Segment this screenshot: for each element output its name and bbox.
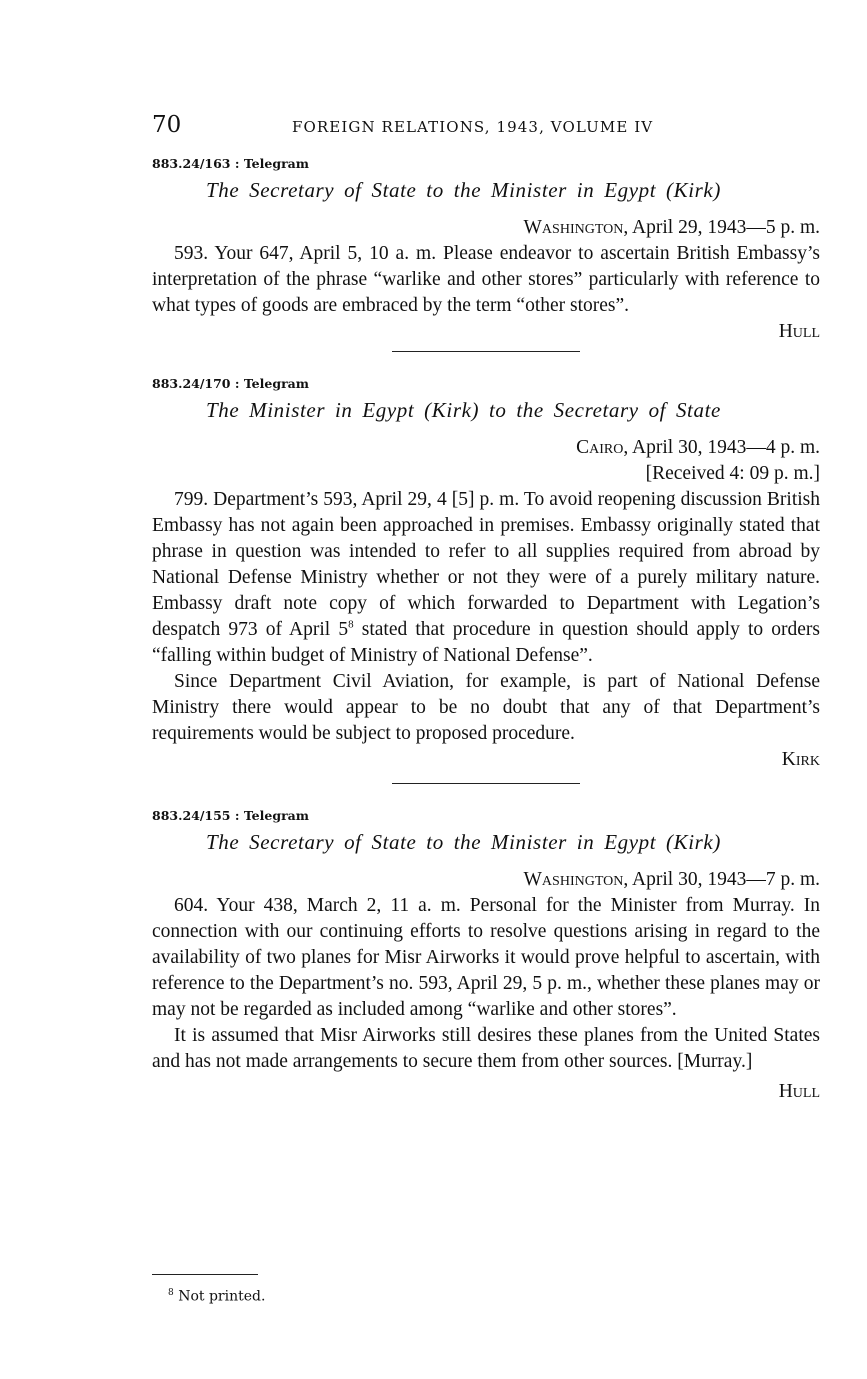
document-title: The Minister in Egypt (Kirk) to the Secretary of State: [206, 398, 721, 422]
document-entry: [152, 376, 820, 773]
dateline-date: , April 29, 1943—5 p. m.: [623, 217, 820, 238]
footnote-marker: 8: [348, 618, 354, 631]
dateline: [152, 435, 820, 461]
running-title: FOREIGN RELATIONS, 1943, VOLUME IV: [292, 118, 654, 136]
footnote-text: Not printed.: [178, 1288, 266, 1305]
file-reference: 883.24/170 : Telegram: [152, 376, 309, 391]
dateline-place: Washington: [523, 869, 624, 890]
signature: Hull: [778, 321, 820, 342]
footnote: [168, 1288, 265, 1305]
signature: Hull: [778, 1081, 820, 1102]
body-paragraph: Since Department Civil Aviation, for example, is part of National Defense Ministry there would appear to be no doubt that any of that Department’s requirements would be subject to proposed procedure.: [152, 671, 820, 744]
footnote-divider: [152, 1274, 258, 1275]
body-paragraph: [152, 487, 820, 669]
dateline-date: , April 30, 1943—4 p. m.: [623, 437, 820, 458]
section-divider: [392, 351, 580, 352]
document-title: The Secretary of State to the Minister in Egypt (Kirk): [206, 830, 721, 854]
received-note: [Received 4: 09 p. m.]: [645, 463, 820, 484]
dateline-date: , April 30, 1943—7 p. m.: [623, 869, 820, 890]
running-head: [152, 112, 820, 142]
dateline: [152, 867, 820, 893]
document-page: [152, 112, 820, 1105]
footnote-number: 8: [168, 1288, 174, 1298]
body-paragraph: 604. Your 438, March 2, 11 a. m. Personal for the Minister from Murray. In connection with our continuing efforts to resolve questions arising in regard to the availability of two planes for Misr Airworks it would prove helpful to ascertain, with reference to the Department’s no. 593, April 29, 5 p. m., whether these planes may or may not be regarded as included among “warlike and other stores”.: [152, 895, 820, 1020]
dateline-place: Washington: [523, 217, 624, 238]
dateline: [152, 215, 820, 241]
signature: Kirk: [781, 749, 820, 770]
body-paragraph: 593. Your 647, April 5, 10 a. m. Please endeavor to ascertain British Embassy’s interpretation of the phrase “warlike and other stores” particularly with reference to what types of goods are embraced by the term “other stores”.: [152, 243, 820, 316]
document-entry: [152, 808, 820, 1105]
file-reference: 883.24/163 : Telegram: [152, 156, 309, 171]
file-reference: 883.24/155 : Telegram: [152, 808, 309, 823]
page-number: 70: [152, 112, 182, 138]
paragraph-text: 799. Department’s 593, April 29, 4 [5] p. m. To avoid reopening discussion British Embassy has not again been approached in premises. Embassy originally stated that phrase in question was intended to refer to all supplies required from abroad by National Defense Ministry whether or not they were of a purely military nature. Embassy draft note copy of which forwarded to Department with Legation’s despatch 973 of April 5: [152, 489, 820, 640]
body-paragraph: It is assumed that Misr Airworks still desires these planes from the United States and has not made arrangements to secure them from other sources. [Murray.]: [152, 1025, 820, 1072]
dateline-place: Cairo: [576, 437, 624, 458]
document-title: The Secretary of State to the Minister in Egypt (Kirk): [206, 178, 721, 202]
section-divider: [392, 783, 580, 784]
paragraph-text: stated that procedure in question should apply to orders “falling within budget of Ministry of National Defense”.: [152, 619, 820, 666]
document-entry: [152, 156, 820, 345]
